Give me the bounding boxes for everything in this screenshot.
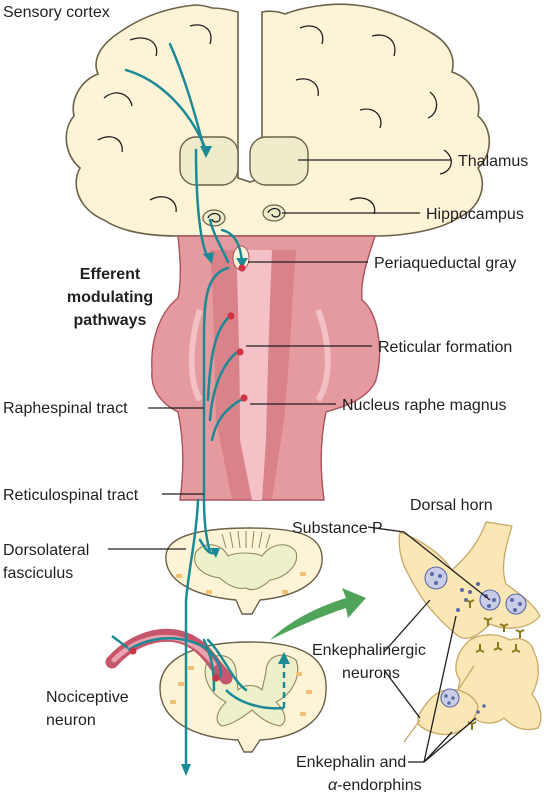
nociceptive-terminal-dot [130, 648, 137, 655]
endorphins-text: -endorphins [337, 777, 422, 792]
label-neuron: neuron [46, 712, 96, 729]
thalamus-right [250, 137, 308, 185]
label-sensory-cortex: Sensory cortex [3, 4, 110, 21]
label-periaqueductal-gray: Periaqueductal gray [374, 255, 517, 272]
arrowhead [181, 764, 191, 776]
label-thalamus: Thalamus [458, 153, 529, 170]
label-dorsal-horn: Dorsal horn [410, 497, 493, 514]
dorsal-horn-neuron-upper [399, 522, 540, 638]
label-hippocampus: Hippocampus [426, 206, 524, 223]
cerebrum [66, 4, 489, 236]
hippocampus-left [203, 210, 225, 226]
thalamus [180, 137, 308, 185]
label-neurons: neurons [342, 665, 400, 682]
label-raphespinal-tract: Raphespinal tract [3, 400, 128, 417]
alpha-symbol: α [328, 777, 338, 792]
label-enkephalin: Enkephalin and [296, 754, 407, 771]
label-reticular-formation: Reticular formation [378, 339, 513, 356]
brainstem [152, 236, 380, 500]
leader-enkephalin-2 [424, 732, 452, 762]
dorsal-horn-inset [399, 522, 541, 742]
reticular-dot-1 [227, 312, 234, 319]
label-substance-p: Substance P [292, 520, 383, 537]
label-dorsolateral: Dorsolateral [3, 542, 90, 559]
label-efferent: Efferent [79, 266, 141, 283]
label-enkephalinergic: Enkephalinergic [312, 642, 426, 659]
label-nociceptive: Nociceptive [46, 689, 129, 706]
label-pathways: pathways [73, 312, 147, 329]
label-nucleus-raphe-magnus: Nucleus raphe magnus [342, 397, 507, 414]
label-endorphins [328, 777, 422, 792]
cord-dot [212, 674, 219, 681]
raphe-magnus-dot [240, 394, 247, 401]
periaqueductal-dot [238, 264, 245, 271]
hippocampus-right [263, 205, 285, 221]
reticular-dot-2 [236, 348, 243, 355]
thalamus-left [180, 137, 238, 185]
label-modulating: modulating [66, 289, 154, 306]
label-fasciculus: fasciculus [3, 565, 74, 582]
brain-outline [66, 4, 489, 236]
label-reticulospinal-tract: Reticulospinal tract [3, 487, 139, 504]
